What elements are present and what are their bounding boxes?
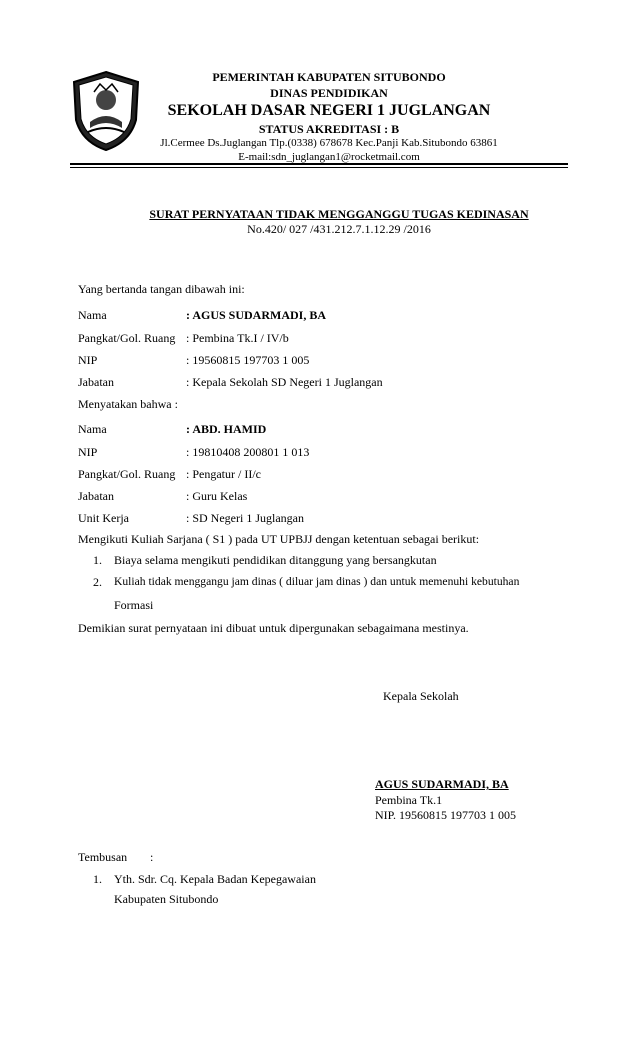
- intro-text: Yang bertanda tangan dibawah ini:: [78, 282, 245, 296]
- field-label: Pangkat/Gol. Ruang: [78, 331, 176, 345]
- field-value: : AGUS SUDARMADI, BA: [186, 308, 327, 322]
- accreditation-status: STATUS AKREDITASI : B: [258, 122, 400, 136]
- field-label: Jabatan: [78, 489, 114, 503]
- cc-item-number: 1.: [93, 872, 102, 886]
- field-label: NIP: [78, 353, 98, 367]
- school-email: E-mail:sdn_juglangan1@rocketmail.com: [238, 151, 420, 163]
- field-label: Nama: [78, 422, 107, 436]
- field-value: : 19810408 200801 1 013: [186, 445, 310, 459]
- letter-title: SURAT PERNYATAAN TIDAK MENGGANGGU TUGAS KEDINASAN: [149, 207, 529, 221]
- school-address: Jl.Cermee Ds.Juglangan Tlp.(0338) 678678 Kec.Panji Kab.Situbondo 63861: [160, 137, 498, 149]
- list-item-number: 1.: [93, 553, 102, 567]
- field-value: : 19560815 197703 1 005: [186, 353, 310, 367]
- field-label: Jabatan: [78, 375, 114, 389]
- cc-item-text: Yth. Sdr. Cq. Kepala Badan Kepegawaian: [114, 872, 316, 886]
- cc-label: Tembusan: [78, 850, 128, 864]
- department-name: DINAS PENDIDIKAN: [270, 86, 388, 100]
- letterhead-rule-thin: [70, 167, 568, 168]
- cc-item-text-continued: Kabupaten Situbondo: [114, 892, 219, 906]
- field-value: : Pembina Tk.I / IV/b: [186, 331, 289, 345]
- field-label: NIP: [78, 445, 98, 459]
- signature-rank: Pembina Tk.1: [375, 793, 443, 807]
- signature-name: AGUS SUDARMADI, BA: [375, 777, 509, 791]
- field-label: Unit Kerja: [78, 511, 129, 525]
- field-value: : Pengatur / II/c: [186, 467, 261, 481]
- field-value: : Guru Kelas: [186, 489, 248, 503]
- cc-colon: :: [150, 850, 154, 864]
- field-value: : ABD. HAMID: [186, 422, 267, 436]
- conditions-intro: Mengikuti Kuliah Sarjana ( S1 ) pada UT UPBJJ dengan ketentuan sebagai berikut:: [78, 532, 480, 546]
- letter-number: No.420/ 027 /431.212.7.1.12.29 /2016: [247, 222, 431, 236]
- government-name: PEMERINTAH KABUPATEN SITUBONDO: [212, 70, 446, 84]
- field-value: : Kepala Sekolah SD Negeri 1 Juglangan: [186, 375, 383, 389]
- list-item-text-continued: Formasi: [114, 598, 154, 612]
- declares-text: Menyatakan bahwa :: [78, 397, 178, 411]
- field-label: Pangkat/Gol. Ruang: [78, 467, 176, 481]
- list-item-number: 2.: [93, 575, 102, 589]
- list-item-text: Kuliah tidak menggangu jam dinas ( diluar jam dinas ) dan untuk memenuhi kebutuhan: [114, 575, 520, 588]
- closing-text: Demikian surat pernyataan ini dibuat untuk dipergunakan sebagaimana mestinya.: [78, 621, 469, 635]
- letterhead-rule-thick: [70, 163, 568, 165]
- field-value: : SD Negeri 1 Juglangan: [186, 511, 304, 525]
- school-name: SEKOLAH DASAR NEGERI 1 JUGLANGAN: [167, 102, 491, 119]
- field-label: Nama: [78, 308, 107, 322]
- list-item-text: Biaya selama mengikuti pendidikan ditanggung yang bersangkutan: [114, 553, 437, 567]
- signature-position: Kepala Sekolah: [383, 689, 459, 703]
- signature-nip: NIP. 19560815 197703 1 005: [375, 808, 517, 822]
